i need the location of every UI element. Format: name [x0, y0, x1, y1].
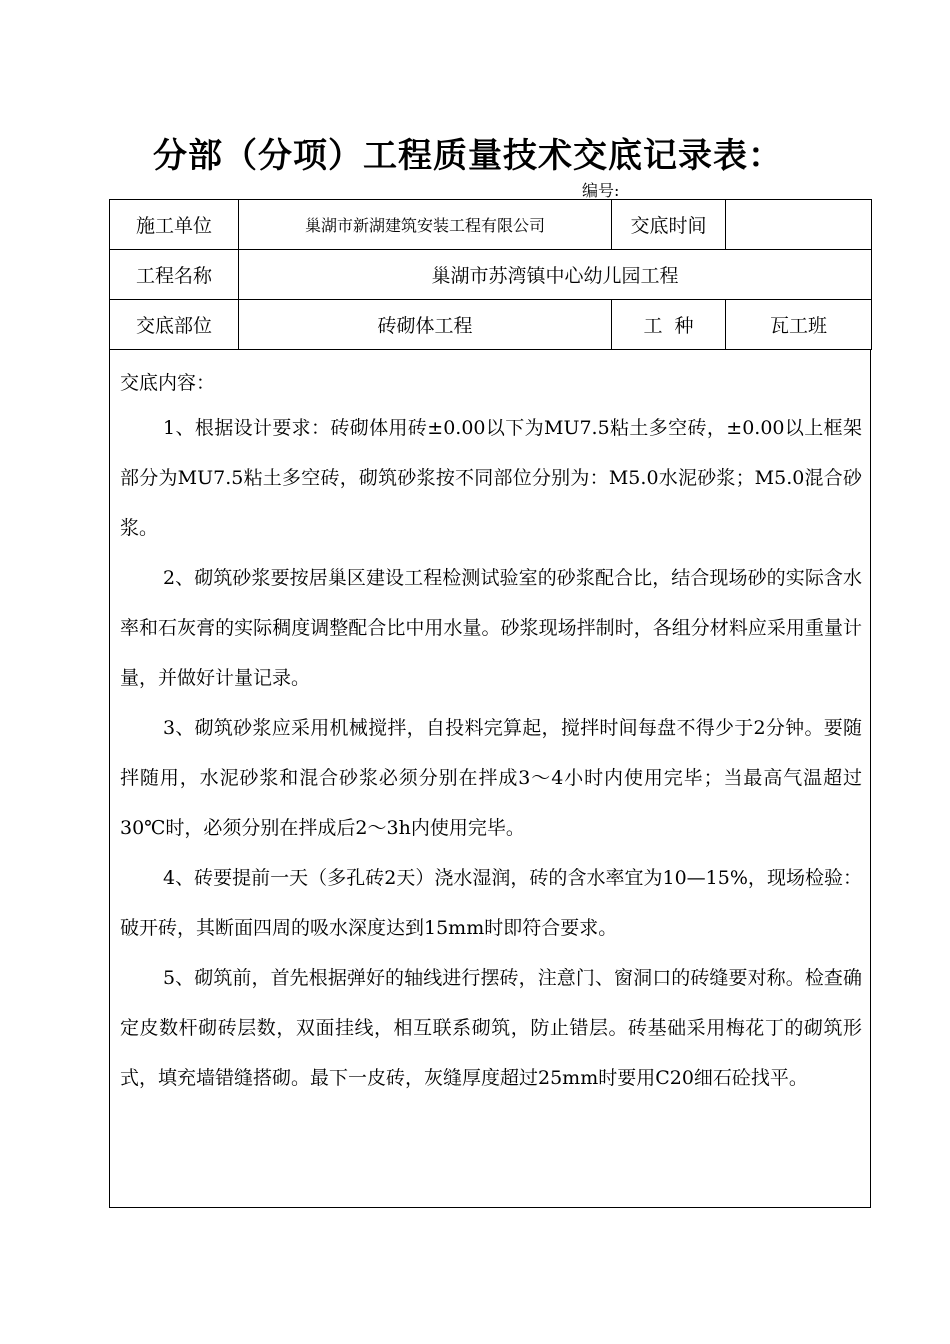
- table-row: [110, 200, 872, 250]
- paragraph-3: 3、砌筑砂浆应采用机械搅拌，自投料完算起，搅拌时间每盘不得少于2分钟。要随拌随用，水泥砂浆和混合砂浆必须分别在拌成3～4小时内使用完毕；当最高气温超过30℃时，必须分别在拌成后2～3h内使用完毕。: [120, 717, 862, 839]
- time-value: [726, 200, 872, 250]
- trade-label: 工 种: [612, 300, 726, 350]
- part-label: 交底部位: [110, 300, 239, 350]
- document-title: 分部（分项）工程质量技术交底记录表：: [153, 136, 783, 176]
- content-label: 交底内容：: [120, 372, 216, 394]
- table-row: [110, 300, 872, 350]
- content-box: [109, 349, 871, 1208]
- time-label: 交底时间: [612, 200, 726, 250]
- unit-label: 施工单位: [110, 200, 239, 250]
- part-value: 砖砌体工程: [239, 300, 612, 350]
- project-value: 巢湖市苏湾镇中心幼儿园工程: [239, 250, 872, 300]
- paragraph-4: 4、砖要提前一天（多孔砖2天）浇水湿润，砖的含水率宜为10—15%，现场检验：破开砖，其断面四周的吸水深度达到15mm时即符合要求。: [120, 867, 862, 939]
- paragraph-5: 5、砌筑前，首先根据弹好的轴线进行摆砖，注意门、窗洞口的砖缝要对称。检查确定皮数杆砌砖层数，双面挂线，相互联系砌筑，防止错层。砖基础采用梅花丁的砌筑形式，填充墙错缝搭砌。最下一皮砖，灰缝厚度超过25mm时要用C20细石砼找平。: [120, 967, 862, 1089]
- paragraph-1: 1、根据设计要求：砖砌体用砖±0.00以下为MU7.5粘土多空砖，±0.00以上框架部分为MU7.5粘土多空砖，砌筑砂浆按不同部位分别为：M5.0水泥砂浆；M5.0混合砂浆。: [120, 417, 862, 539]
- project-label: 工程名称: [110, 250, 239, 300]
- serial-number-label: 编号:: [582, 181, 620, 200]
- unit-value: 巢湖市新湖建筑安装工程有限公司: [239, 200, 612, 250]
- info-table: [109, 199, 872, 350]
- content-paragraphs: [120, 403, 862, 1103]
- trade-value: 瓦工班: [726, 300, 872, 350]
- paragraph-2: 2、砌筑砂浆要按居巢区建设工程检测试验室的砂浆配合比，结合现场砂的实际含水率和石灰膏的实际稠度调整配合比中用水量。砂浆现场拌制时，各组分材料应采用重量计量，并做好计量记录。: [120, 567, 862, 689]
- table-row: [110, 250, 872, 300]
